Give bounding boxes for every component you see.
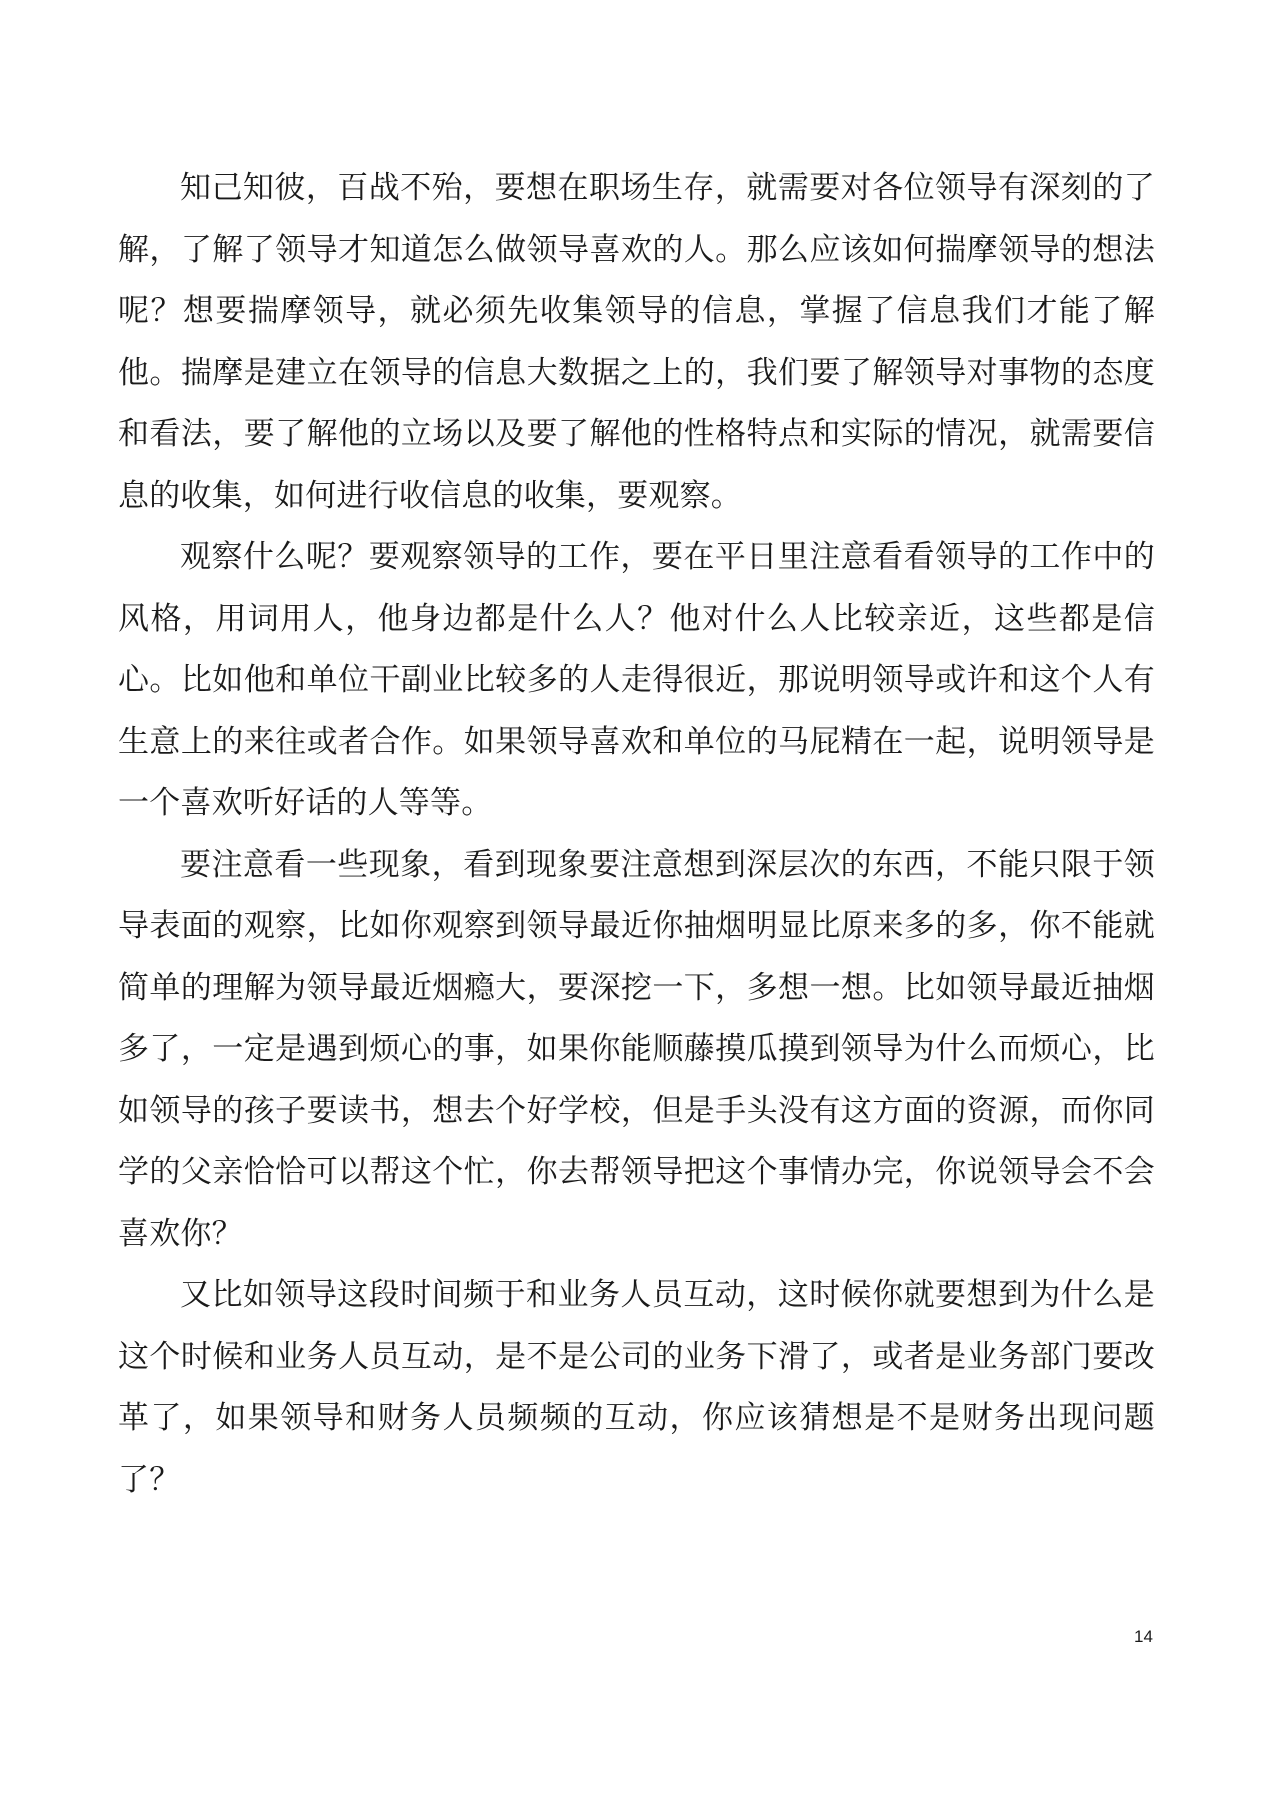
paragraph-2: 观察什么呢？要观察领导的工作，要在平日里注意看看领导的工作中的风格，用词用人，他身边都是什么人？他对什么人比较亲近，这些都是信心。比如他和单位干副业比较多的人走得很近，那说明领导或许和这个人有生意上的来往或者合作。如果领导喜欢和单位的马屁精在一起，说明领导是一个喜欢听好话的人等等。 <box>118 539 1155 821</box>
paragraph-4: 又比如领导这段时间频于和业务人员互动，这时候你就要想到为什么是这个时候和业务人员互动，是不是公司的业务下滑了，或者是业务部门要改革了，如果领导和财务人员频频的互动，你应该猜想是不是财务出现问题了？ <box>118 1277 1155 1498</box>
page-number: 14 <box>1134 1627 1153 1646</box>
document-body <box>118 158 1155 1511</box>
paragraph-1: 知己知彼，百战不殆，要想在职场生存，就需要对各位领导有深刻的了解，了解了领导才知道怎么做领导喜欢的人。那么应该如何揣摩领导的想法呢？想要揣摩领导，就必须先收集领导的信息，掌握了信息我们才能了解他。揣摩是建立在领导的信息大数据之上的，我们要了解领导对事物的态度和看法，要了解他的立场以及要了解他的性格特点和实际的情况，就需要信息的收集，如何进行收信息的收集，要观察。 <box>118 170 1155 514</box>
paragraph-3: 要注意看一些现象，看到现象要注意想到深层次的东西，不能只限于领导表面的观察，比如你观察到领导最近你抽烟明显比原来多的多，你不能就简单的理解为领导最近烟瘾大，要深挖一下，多想一想。比如领导最近抽烟多了，一定是遇到烦心的事，如果你能顺藤摸瓜摸到领导为什么而烦心，比如领导的孩子要读书，想去个好学校，但是手头没有这方面的资源，而你同学的父亲恰恰可以帮这个忙，你去帮领导把这个事情办完，你说领导会不会喜欢你？ <box>118 846 1155 1252</box>
